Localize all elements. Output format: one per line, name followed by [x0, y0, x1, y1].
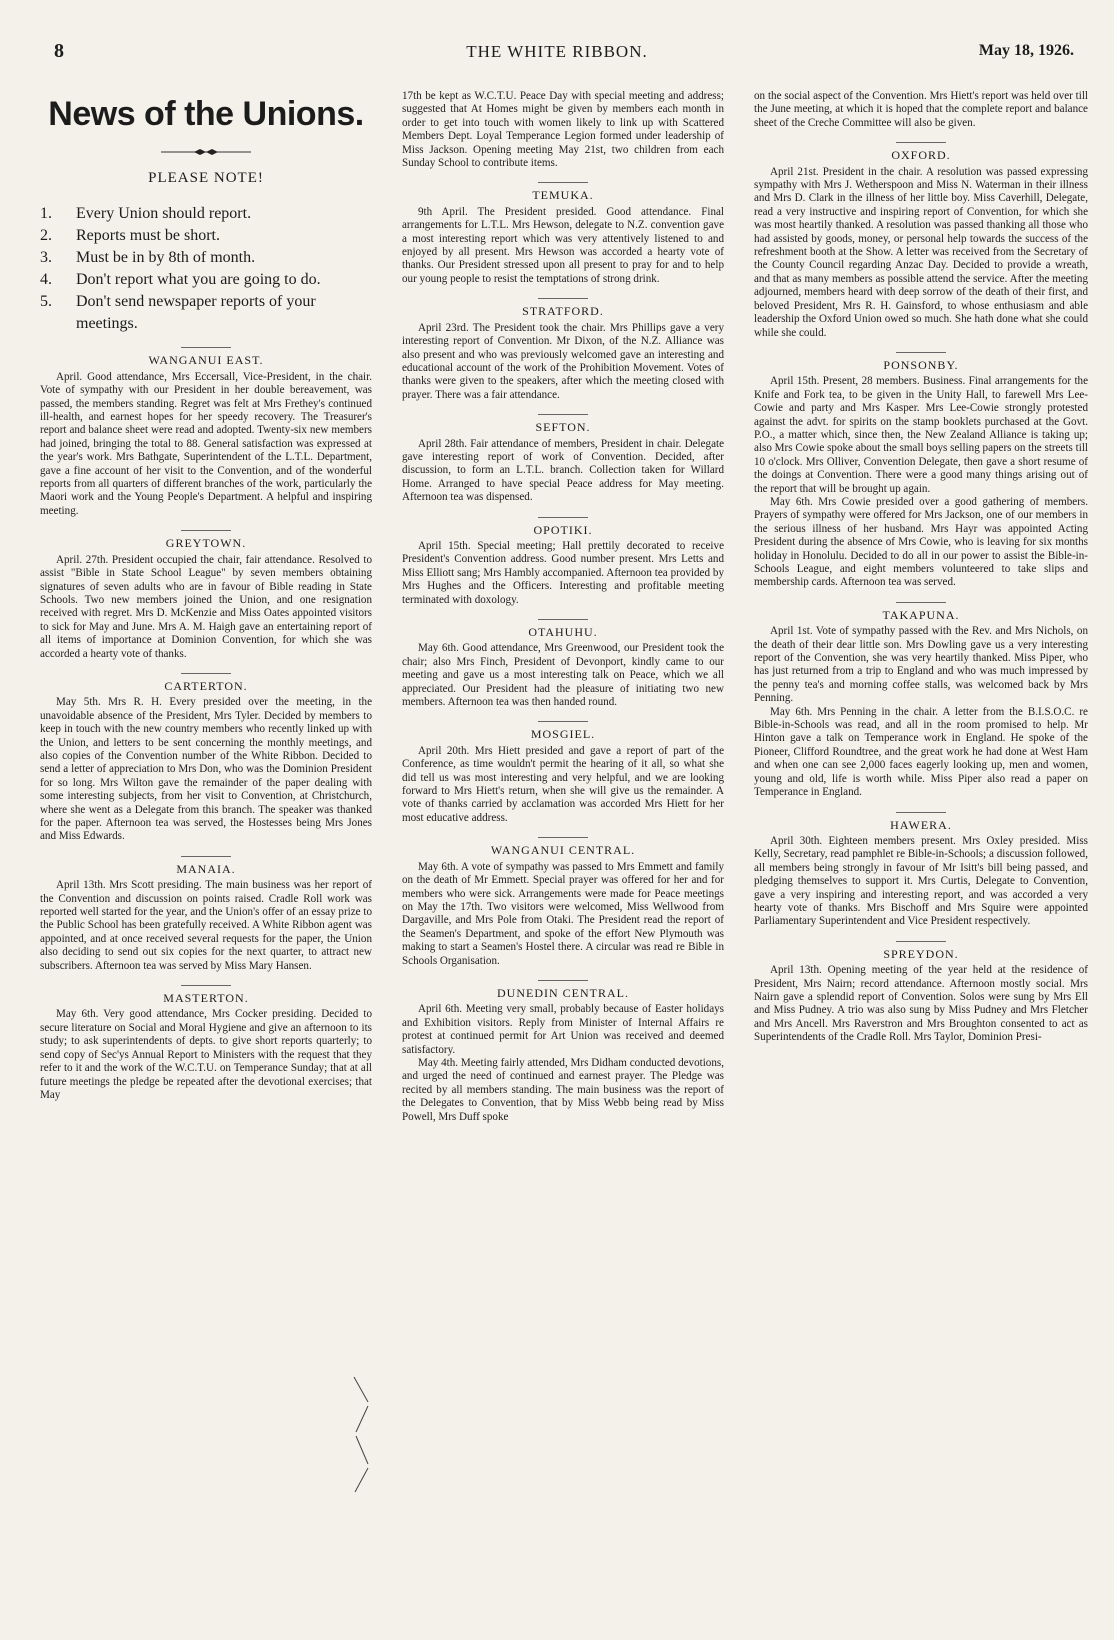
report-paragraph: May 5th. Mrs R. H. Every presided over the meeting, in the unavoidable absence of the President, Mrs Tyler. Decided by members to keep in touch with the new country members who recently linked up with the Union, and letters to be sent concerning the monthly meetings, and also copies of the Convention number of the White Ribbon. Decided to send a letter of appreciation to Mrs Don, who was the Dominion President for so long. Mrs Wilton gave the remainder of the paper dealing with some interesting subjects, from her visit to Convention, at Christchurch, where she went as a Delegate from this branch. The speaker was thanked for the paper. Afternoon tea was served, the Hostesses being Mrs Jones and Miss Edwards.: [40, 696, 372, 843]
union-heading-takapuna: TAKAPUNA.: [882, 607, 960, 622]
section-rule: [896, 812, 946, 813]
section-rule: [181, 673, 231, 674]
report-paragraph: May 6th. Mrs Cowie presided over a good gathering of members. Prayers of sympathy were offered for Mrs Jackson, one of our members in the serious illness of her husband. Mrs Hayr was appointed Acting President during the absence of Mrs Cowie, who is leaving for six months holiday in Honolulu. Decided to do all in our power to assist the Bible-in-Schools League, and eight members volunteered to take slips and membership cards. Afternoon tea was served.: [754, 495, 1088, 589]
rule-item: [40, 291, 372, 335]
column-3: [754, 90, 1088, 1045]
rule-item: [40, 225, 372, 247]
please-note-heading: PLEASE NOTE!: [148, 170, 264, 186]
union-heading-greytown: GREYTOWN.: [165, 536, 247, 551]
column-2: [402, 90, 724, 1124]
union-heading-wanganui-east: WANGANUI EAST.: [148, 353, 264, 368]
section-rule: [896, 352, 946, 353]
rule-number: 3.: [40, 249, 52, 267]
rule-text: Must be in by 8th of month.: [76, 249, 256, 267]
rule-item: [40, 269, 372, 291]
section-rule: [538, 517, 588, 518]
page-header: [40, 40, 1074, 68]
section-rule: [896, 142, 946, 143]
union-heading-carterton: CARTERTON.: [164, 678, 248, 693]
section-rule: [181, 985, 231, 986]
rules-list: [40, 203, 372, 335]
report-paragraph: April. 27th. President occupied the chair, fair attendance. Resolved to assist "Bible in State School League" by seven members obtaining signatures of seven adults who are in favour of Bible reading in State Schools. Two new members joined the Union, and one resignation received with regret. Mrs D. McKenzie and Miss Oates appointed visitors to sick for May and June. Mrs A. M. Haigh gave an entertaining report of all items of importance at Dominion Convention, for which she was accorded a hearty vote of thanks.: [40, 553, 372, 660]
section-rule: [538, 414, 588, 415]
report-paragraph: 9th April. The President presided. Good attendance. Final arrangements for L.T.L. Mrs Hewson, delegate to N.Z. convention gave a most interesting report which was very attentively listened to and enjoyed by all present. Mrs Hewson was accorded a hearty vote of thanks. Our President stressed upon all present to pray for and to help our young people to resist the temptations of strong drink.: [402, 205, 724, 285]
report-paragraph: on the social aspect of the Convention. Mrs Hiett's report was held over till the June meeting, at which it is hoped that the complete report and balance sheet of the Creche Committee will also be given.: [754, 90, 1088, 129]
section-rule: [896, 941, 946, 942]
section-rule: [181, 856, 231, 857]
section-rule: [896, 602, 946, 603]
union-heading-spreydon: SPREYDON.: [883, 946, 959, 961]
report-paragraph: April 13th. Opening meeting of the year held at the residence of President, Mrs Nairn; record attendance. Afternoon mostly social. Mrs Nairn gave a splendid report of Convention. Solos were sung by Mrs Ell and Miss Pudney. A trio was also sung by Miss Pudney and Mrs Fletcher and Mrs Ancell. Mrs Raverstron and Mrs Broughton consented to act as Superintendents of the Cradle Roll. Mrs Taylor, Dominion Presi-: [754, 964, 1088, 1044]
report-paragraph: April 1st. Vote of sympathy passed with the Rev. and Mrs Nichols, on the death of their dear little son. Mrs Dowling gave us a very interesting report of the Convention, she was very heartily thanked. Miss Piper, who has just returned from a trip to England and who was much impressed by the penny tea's and morning coffee stalls, was welcomed back by Mrs Penning.: [754, 625, 1088, 705]
page-number: 8: [54, 40, 64, 62]
report-paragraph: May 6th. A vote of sympathy was passed to Mrs Emmett and family on the death of Mr Emmett. Special prayer was offered for her and for members who were sick. Arrangements were made for Peace meetings on May the 17th. Two visitors were welcomed, Miss Wellwood from Dargaville, and Mrs Pole from Otaki. The President read the report of the Seamen's Department, and spoke of the effort New Plymouth was making to start a Seamen's Hostel there. A circular was read re Bible in Schools Organisation.: [402, 860, 724, 967]
union-heading-sefton: SEFTON.: [535, 420, 591, 435]
union-heading-mosgiel: MOSGIEL.: [530, 727, 596, 742]
rule-number: 4.: [40, 271, 52, 289]
rule-number: 2.: [40, 227, 52, 245]
report-paragraph: April 30th. Eighteen members present. Mrs Oxley presided. Miss Kelly, Secretary, read pamphlet re Bible-in-Schools; a discussion followed, all members being strongly in favour of Mr Isitt's bill being passed, and pledging themselves to support it. Mrs Curtis, Delegate to Convention, gave a very inspiring and interesting report, and was accorded a very hearty vote of thanks. Mrs Bischoff and Mrs Squire were appointed Parliamentary Superintendent and Vice President respectively.: [754, 834, 1088, 928]
publication-title: THE WHITE RIBBON.: [466, 42, 648, 61]
rule-text: Every Union should report.: [76, 205, 252, 223]
union-heading-opotiki: OPOTIKI.: [533, 522, 593, 537]
union-heading-wanganui-central: WANGANUI CENTRAL.: [490, 843, 636, 858]
page-title: News of the Unions.: [48, 95, 364, 133]
report-paragraph: April. Good attendance, Mrs Eccersall, Vice-President, in the chair. Vote of sympathy with our President in her double bereavement, was passed, the members standing. Regret was felt at Mrs Frethey's continued ill-health, and earnest hopes for her speedy recovery. The Treasurer's report and balance sheet were read and adopted. Twenty-six new members had joined, bringing the total to 88. General satisfaction was expressed at the year's work. Mrs Bathgate, Superintendent of the L.T.L. Department, gave a fine account of her visit to the Convention, and of the wonderful reports from all quarters of different branches of the work, particularly the Maori work and the Young People's Department. A helpful and inspiring meeting.: [40, 370, 372, 517]
report-paragraph: April 21st. President in the chair. A resolution was passed expressing sympathy with Mrs J. Wetherspoon and Miss N. Waterman in their illness and Mrs D. Clark in the illness of her little boy. Miss Caverhill, Delegate, read a very instructive and inspiring report of Convention, for which she was most heartily thanked. A resolution was passed thanking all those who had assisted by goods, money, or personal help towards the success of the refreshment booth at the Show. A letter was received from the Secretary of the County Council regarding Anzac Day. Decided to provide a wreath, and that as many members as possible attend the service. After the meeting adjourned, members heard with deep sorrow of the death of their first, and beloved President, Mrs R. H. Gainsford, to whose enthusiasm and able leadership the Oxford Union owed so much. She hath done what she could while she could.: [754, 165, 1088, 339]
section-rule: [538, 298, 588, 299]
section-rule: [538, 721, 588, 722]
report-paragraph: April 15th. Special meeting; Hall prettily decorated to receive President's Convention address. Good number present. Mrs Letts and Miss Elliott sang; Mrs Hambly accompanied. Afternoon tea provided by Mrs Hughes and the Officers. Interesting and profitable meeting terminated with doxology.: [402, 539, 724, 606]
report-paragraph: April 13th. Mrs Scott presiding. The main business was her report of the Convention and discussion on points raised. Cradle Roll work was reported well started for the year, and the Union's offer of an essay prize to the Public School has been gratefully received. A White Ribbon agent was appointed, and at once received several requests for the paper, the Union also deciding to send out six copies for the next quarter, to attract new subscribers. Afternoon tea was served by Miss Mary Hansen.: [40, 879, 372, 972]
union-heading-manaia: MANAIA.: [176, 861, 236, 876]
section-rule: [538, 837, 588, 838]
column-1: [40, 90, 372, 1102]
union-heading-ponsonby: PONSONBY.: [883, 357, 959, 372]
rule-item: [40, 203, 372, 225]
report-paragraph: May 6th. Good attendance, Mrs Greenwood, our President took the chair; also Mrs Finch, President of Devonport, kindly came to our meeting and gave us a most interesting talk on Peace, which we all appreciated. Our President had the pleasure of initiating two new members. Afternoon tea was then handed round.: [402, 642, 724, 709]
union-heading-oxford: OXFORD.: [891, 148, 951, 163]
rule-item: [40, 247, 372, 269]
report-paragraph: April 20th. Mrs Hiett presided and gave a report of part of the Conference, as time wouldn't permit the hearing of it all, so what she did tell us was most interesting and very helpful, and we are looking forward to Mrs Hiett's return, when she will give us the remainder. A vote of thanks carried by acclamation was accorded Mrs Hiett for her most educative address.: [402, 744, 724, 824]
union-heading-masterton: MASTERTON.: [163, 991, 249, 1006]
section-rule: [181, 347, 231, 348]
report-paragraph: April 6th. Meeting very small, probably because of Easter holidays and Exhibition visitors. Reply from Minister of Internal Affairs re protest at continued permit for Art Union was received and deemed satisfactory.: [402, 1003, 724, 1056]
rule-text: Don't send newspaper reports of your meetings.: [76, 293, 316, 333]
rule-text: Don't report what you are going to do.: [76, 271, 321, 289]
report-paragraph: May 6th. Mrs Penning in the chair. A letter from the B.I.S.O.C. re Bible-in-Schools was read, and all in the room promised to help. Mr Hinton gave a talk on Temperance work in England. He spoke of the Pioneer, Clifford Roundtree, and the great work he had done at West Ham and when one can see 2,000 faces eagerly looking up, men and women, young and old, life is worth while. Miss Piper also read a paper on Temperance in England.: [754, 705, 1088, 799]
section-rule: [538, 182, 588, 183]
union-heading-temuka: TEMUKA.: [532, 188, 594, 203]
fold-mark: [352, 1372, 372, 1512]
report-paragraph: May 4th. Meeting fairly attended, Mrs Didham conducted devotions, and urged the need of continued and earnest prayer. The Pledge was recited by all members standing. The main business was the report of the Delegates to Convention, that by Miss Webb being read by Miss Powell, Mrs Duff spoke: [402, 1056, 724, 1123]
report-paragraph: April 23rd. The President took the chair. Mrs Phillips gave a very interesting report of Convention. Mr Dixon, of the N.Z. Alliance was also present and who was previously welcomed gave an interesting and educational account of the work of the Prohibition Movement. Votes of thanks were given to the speakers, after which the meeting closed with prayer. There was a fair attendance.: [402, 321, 724, 401]
issue-date: May 18, 1926.: [978, 42, 1074, 59]
rule-text: Reports must be short.: [76, 227, 220, 245]
union-heading-otahuhu: OTAHUHU.: [528, 625, 598, 639]
section-rule: [538, 619, 588, 620]
report-paragraph: May 6th. Very good attendance, Mrs Cocker presiding. Decided to secure literature on Social and Moral Hygiene and give an afternoon to its study; to ask superintendents of depts. to give short reports quarterly; to send copy of Sec'ys Annual Report to Ministers with the request that they refer to it and the work of the W.C.T.U. on Temperance Sunday; that at all future meetings the pledge be repeated after the devotional exercises; that May: [40, 1008, 372, 1101]
union-heading-dunedin-central: DUNEDIN CENTRAL.: [497, 985, 629, 1000]
rule-number: 1.: [40, 205, 52, 223]
report-paragraph: April 28th. Fair attendance of members, President in chair. Delegate gave interesting report of work of Convention. Decided, after discussion, to form an L.T.L. branch. Collection taken for Willard Home. Arranged to have special Peace address for May meeting. Afternoon tea was dispensed.: [402, 437, 724, 504]
section-rule: [538, 980, 588, 981]
union-heading-stratford: STRATFORD.: [522, 304, 604, 319]
rule-number: 5.: [40, 293, 52, 311]
report-paragraph: 17th be kept as W.C.T.U. Peace Day with special meeting and address; suggested that At Homes might be given by members each month in order to get into touch with women likely to link up with Scattered Members Dept. Loyal Temperance Legion formed under leadership of Miss Jackson. Opening meeting May 21st, two children from each Sunday School to contribute items.: [402, 90, 724, 170]
report-paragraph: April 15th. Present, 28 members. Business. Final arrangements for the Knife and Fork tea, to be given in the Unity Hall, to farewell Mrs Lee-Cowie and party and Mrs Kasper. Mrs Lee-Cowie strongly protested against the advt. for spirits on the stamp booklets purchased at the Govt. P.O., a matter which, since then, the New Zealand Alliance is taking up; also Mrs Cowie spoke about the small boys selling papers on the streets till 10 o'clock. Mrs Olliver, Convention Delegate, then gave a short resume of the doings at Convention. There were a good many things arising out of the report that will be brought up again.: [754, 375, 1088, 495]
section-rule: [181, 530, 231, 531]
union-heading-hawera: HAWERA.: [890, 817, 952, 832]
ornament-divider: [161, 148, 251, 156]
